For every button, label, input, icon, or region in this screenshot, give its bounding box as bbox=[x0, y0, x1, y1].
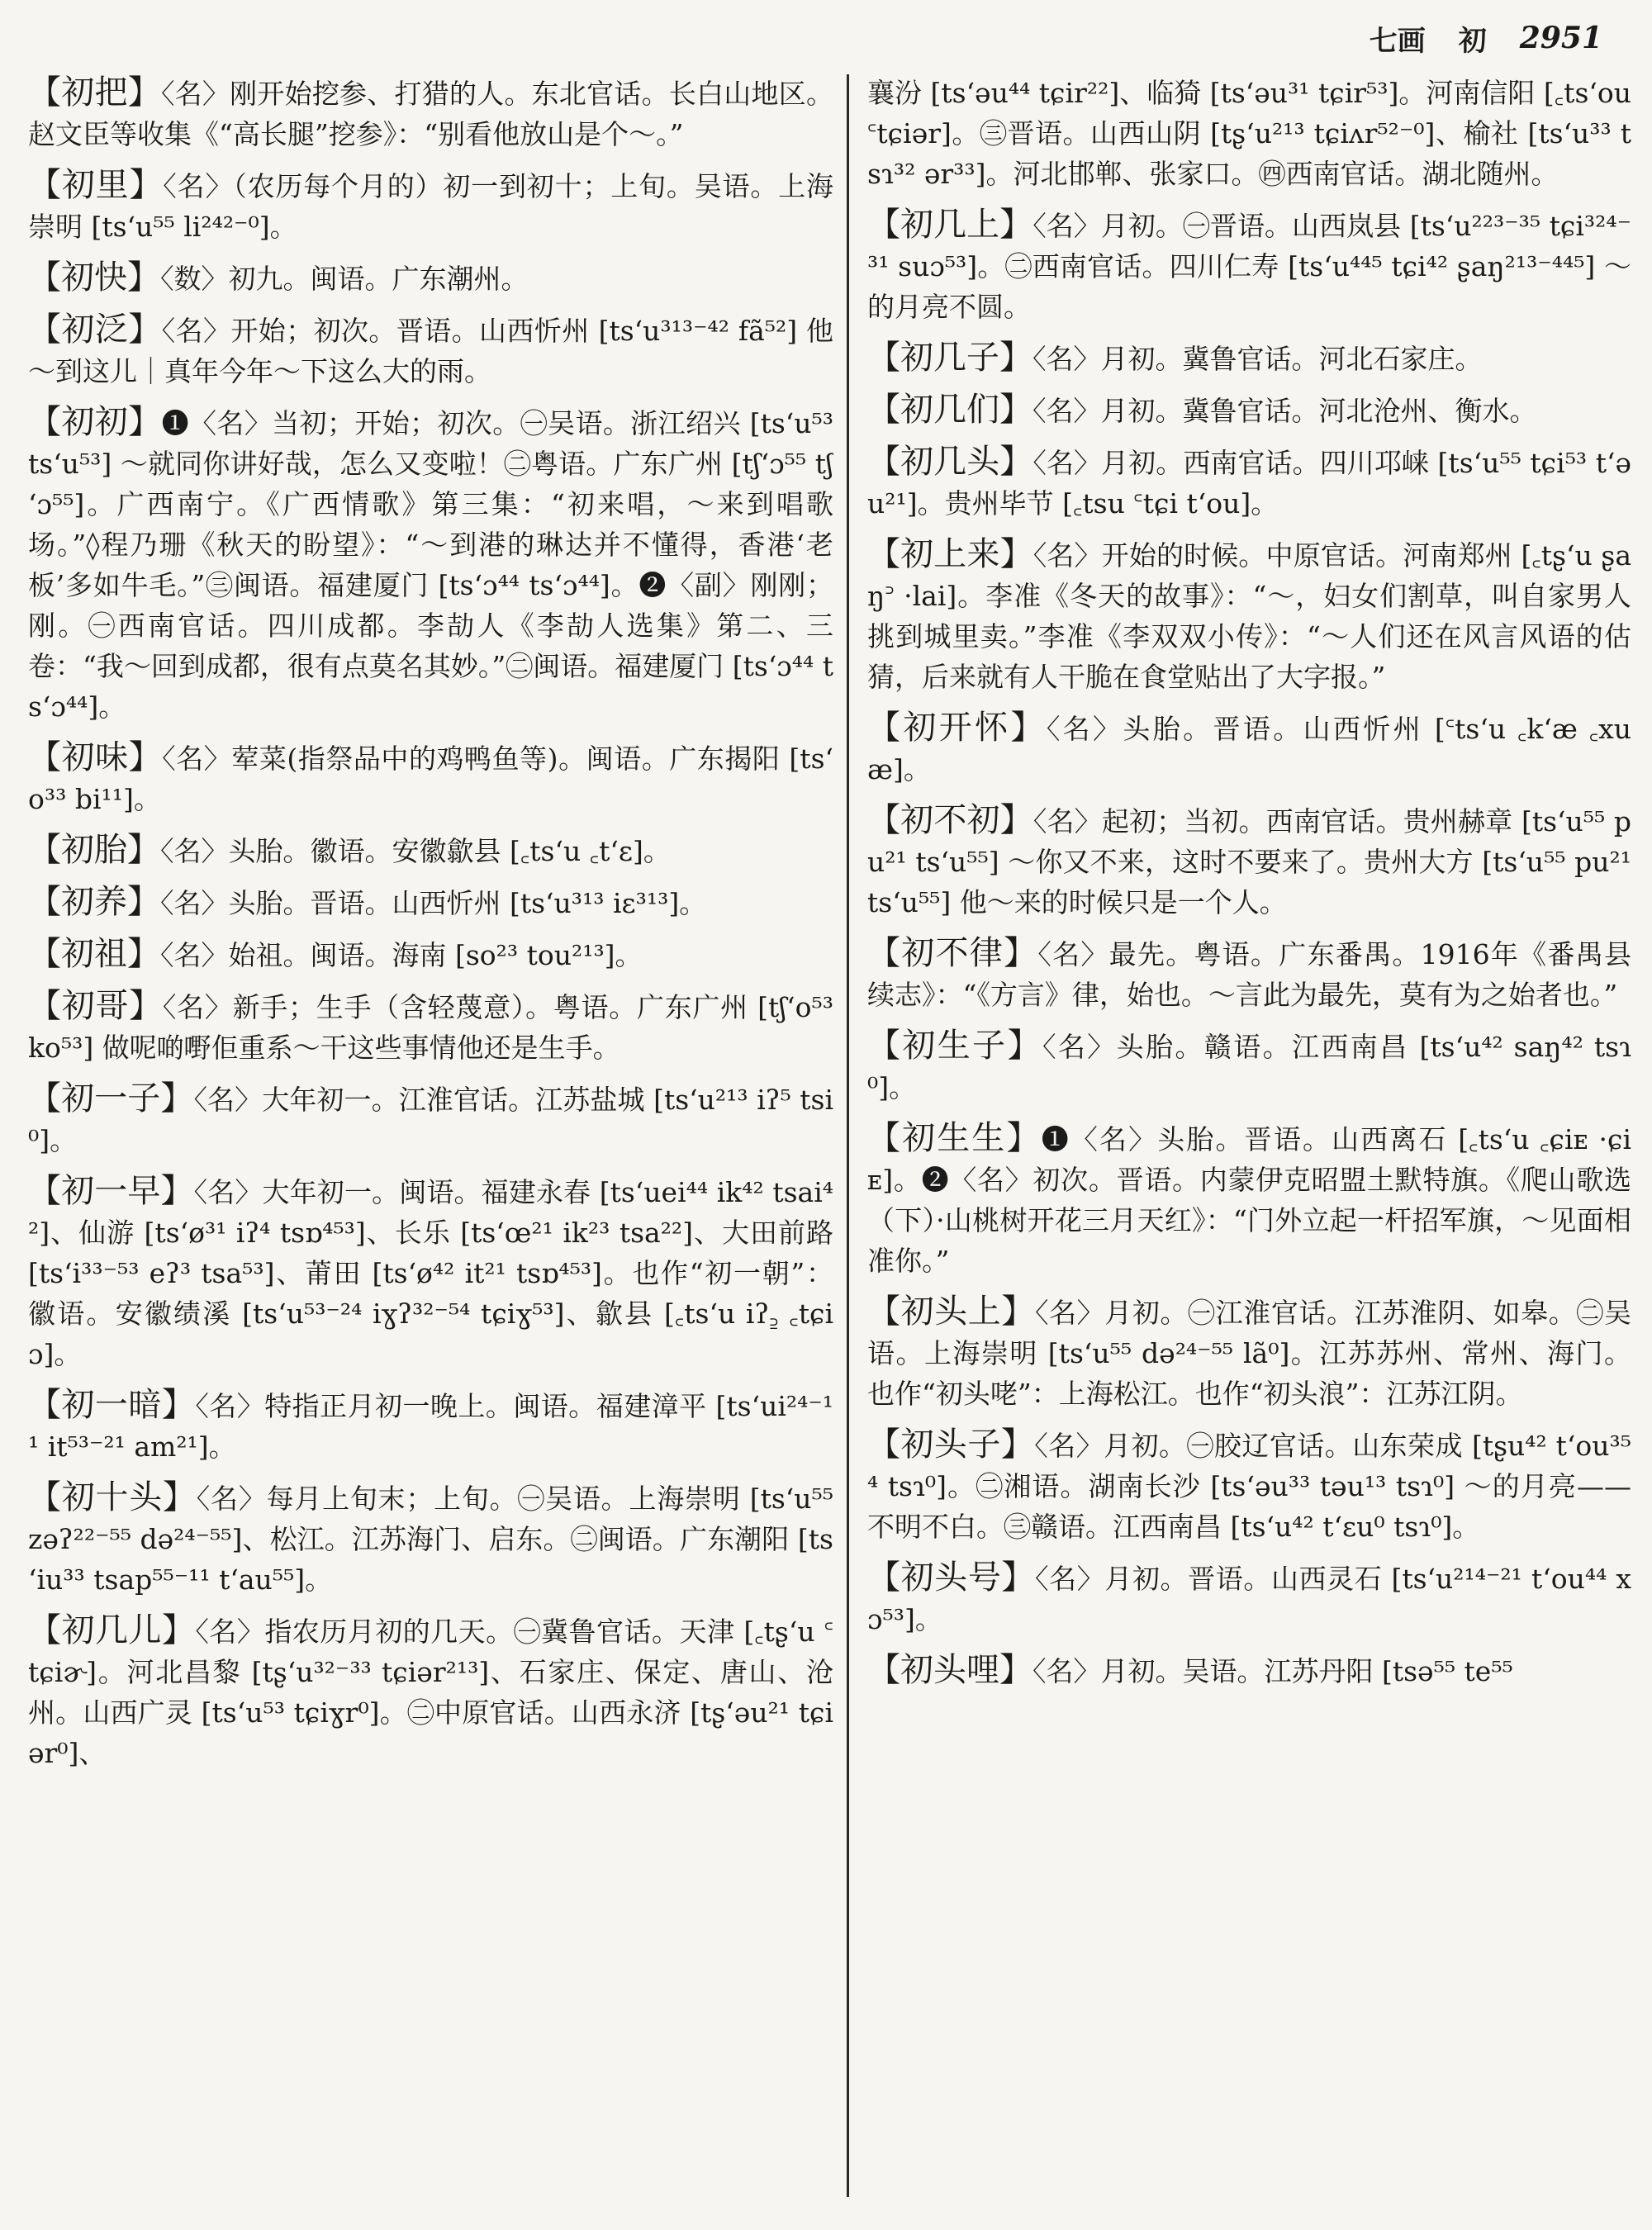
entry-headword: 【初头上】 bbox=[867, 1293, 1035, 1331]
entry-definition: 〈名〉荤菜(指祭品中的鸡鸭鱼等)。闽语。广东揭阳 [tsʻo³³ bi¹¹]。 bbox=[28, 743, 833, 815]
dictionary-entry bbox=[28, 310, 833, 391]
entry-definition: 〈名〉始祖。闽语。海南 [so²³ tou²¹³]。 bbox=[160, 939, 643, 971]
entry-headword: 【初头哩】 bbox=[867, 1651, 1032, 1689]
dictionary-entry bbox=[867, 1558, 1631, 1639]
entry-definition: 〈名〉（农历每个月的）初一到初十；上旬。吴语。上海崇明 [tsʻu⁵⁵ li²⁴²⁻⁰]。 bbox=[28, 170, 833, 243]
left-column bbox=[28, 73, 833, 2204]
entry-definition: 〈名〉指农历月初的几天。㊀冀鲁官话。天津 [꜀tʂʻu ꜂tɕiɚ]。河北昌黎 [tʂʻu³²⁻³³ tɕiər²¹³]、石家庄、保定、唐山、沧州。山西广灵 [tsʻu⁵³ tɕiɣr⁰]。㊁中原官话。山西永济 [tʂʻəu²¹ tɕiər⁰]、 bbox=[28, 1616, 833, 1769]
dictionary-entry bbox=[867, 800, 1631, 923]
dictionary-entry bbox=[28, 1611, 833, 1773]
dictionary-entry bbox=[28, 1171, 833, 1374]
dictionary-entry bbox=[28, 986, 833, 1068]
dictionary-entry bbox=[28, 402, 833, 727]
entry-definition: 〈名〉头胎。晋语。山西忻州 [꜂tsʻu ꜀kʻæ ꜀xuæ]。 bbox=[867, 713, 1631, 785]
dictionary-entry bbox=[28, 1385, 833, 1467]
entry-headword: 【初几子】 bbox=[867, 339, 1032, 377]
dictionary-entry bbox=[28, 1079, 833, 1160]
dictionary-entry bbox=[28, 934, 833, 975]
entry-headword: 【初里】 bbox=[28, 166, 164, 204]
entry-headword: 【初一子】 bbox=[28, 1079, 194, 1117]
dictionary-entry bbox=[867, 534, 1631, 697]
entry-definition: 〈名〉特指正月初一晚上。闽语。福建漳平 [tsʻui²⁴⁻¹¹ it⁵³⁻²¹ am²¹]。 bbox=[28, 1390, 833, 1463]
entry-definition: 〈名〉头胎。赣语。江西南昌 [tsʻu⁴² saŋ⁴² tsɿ⁰]。 bbox=[867, 1031, 1631, 1103]
right-column bbox=[867, 73, 1631, 2204]
dictionary-entry bbox=[28, 165, 833, 247]
dictionary-entry bbox=[28, 258, 833, 299]
entry-headword: 【初初】 bbox=[28, 403, 162, 441]
column-divider bbox=[847, 74, 849, 2197]
entry-headword: 【初一暗】 bbox=[28, 1386, 196, 1424]
entry-headword: 【初几上】 bbox=[867, 206, 1033, 244]
entry-definition: 〈名〉最先。粤语。广东番禺。1916年《番禺县续志》：“《方言》律，始也。～言此为最先，莫有为之始者也。” bbox=[867, 938, 1631, 1011]
entry-headword: 【初开怀】 bbox=[867, 709, 1047, 747]
entry-headword: 【初生子】 bbox=[867, 1027, 1042, 1065]
entry-definition: 〈名〉新手；生手（含轻蔑意）。粤语。广东广州 [tʃʻo⁵³ ko⁵³] 做呢啲嘢佢重系～干这些事情他还是生手。 bbox=[28, 991, 833, 1064]
entry-definition: 〈名〉月初。吴语。江苏丹阳 [tsə⁵⁵ te⁵⁵ bbox=[1032, 1655, 1513, 1687]
entry-headword: 【初快】 bbox=[28, 259, 160, 297]
entry-headword: 【初不初】 bbox=[867, 801, 1033, 839]
dictionary-entry bbox=[867, 1425, 1631, 1547]
entry-definition: 〈名〉起初；当初。西南官话。贵州赫章 [tsʻu⁵⁵ pu²¹ tsʻu⁵⁵] ～你又不来，这时不要来了。贵州大方 [tsʻu⁵⁵ pu²¹ tsʻu⁵⁵] 他～来的时候只是一个人。 bbox=[867, 805, 1631, 918]
entry-definition: 〈名〉每月上旬末；上旬。㊀吴语。上海崇明 [tsʻu⁵⁵ zəʔ²²⁻⁵⁵ də²⁴⁻⁵⁵]、松江。江苏海门、启东。㊁闽语。广东潮阳 [tsʻiu³³ tsap⁵⁵⁻¹¹ tʻau⁵⁵]。 bbox=[28, 1483, 833, 1596]
entry-definition: 〈数〉初九。闽语。广东潮州。 bbox=[160, 263, 529, 295]
dictionary-entry bbox=[867, 708, 1631, 790]
entry-headword: 【初生生】 bbox=[867, 1119, 1042, 1157]
entry-definition: 〈名〉大年初一。江淮官话。江苏盐城 [tsʻu²¹³ iʔ⁵ tsi⁰]。 bbox=[28, 1084, 833, 1156]
page-header bbox=[50, 15, 1602, 61]
page-number: 2951 bbox=[1519, 21, 1602, 55]
entry-headword: 【初祖】 bbox=[28, 935, 160, 973]
entry-definition: 〈名〉月初。㊀胶辽官话。山东荣成 [tʂu⁴² tʻou³⁵⁴ tsɿ⁰]。㊁湘语。湖南长沙 [tsʻəu³³ təu¹³ tsɿ⁰] ～的月亮——不明不白。㊂赣语。江西南昌 [tsʻu⁴² tʻɛu⁰ tsɿ⁰]。 bbox=[867, 1430, 1631, 1543]
header-char: 初 bbox=[1458, 24, 1487, 58]
header-section: 七画 bbox=[1369, 24, 1426, 58]
dictionary-entry bbox=[867, 1118, 1631, 1281]
entry-definition: 〈名〉大年初一。闽语。福建永春 [tsʻuei⁴⁴ ik⁴² tsai⁴²]、仙游 [tsʻø³¹ iʔ⁴ tsɒ⁴⁵³]、长乐 [tsʻœ²¹ ik²³ tsa²²]、大田前路 [tsʻi³³⁻⁵³ eʔ³ tsa⁵³]、莆田 [tsʻø⁴² it²¹ tsɒ⁴⁵³]。也作“初一朝”：徽语。安徽绩溪 [tsʻu⁵³⁻²⁴ iɣʔ³²⁻⁵⁴ tɕiɣ⁵³]、歙县 [꜀tsʻu iʔ꜇ ꜀tɕiɔ]。 bbox=[28, 1176, 833, 1370]
entry-definition: 〈名〉刚开始挖参、打猎的人。东北官话。长白山地区。赵文臣等收集《“高长腿”挖参》：“别看他放山是个～。” bbox=[28, 78, 833, 150]
dictionary-entry bbox=[867, 390, 1631, 431]
entry-headword: 【初胎】 bbox=[28, 831, 160, 869]
dictionary-entry bbox=[28, 738, 833, 819]
entry-definition: 〈名〉头胎。徽语。安徽歙县 [꜀tsʻu ꜀tʻɛ]。 bbox=[160, 835, 671, 867]
entry-headword: 【初味】 bbox=[28, 738, 163, 776]
entry-headword: 【初头号】 bbox=[867, 1559, 1036, 1597]
entry-headword: 【初上来】 bbox=[867, 535, 1033, 573]
entry-definition: 〈名〉月初。㊀晋语。山西岚县 [tsʻu²²³⁻³⁵ tɕi³²⁴⁻³¹ suɔ⁵³]。㊁西南官话。四川仁寿 [tsʻu⁴⁴⁵ tɕi⁴² ʂaŋ²¹³⁻⁴⁴⁵] ～的月亮不圆。 bbox=[867, 210, 1631, 323]
dictionary-entry bbox=[867, 1292, 1631, 1414]
dictionary-entry bbox=[867, 1026, 1631, 1108]
entry-definition: 〈名〉月初。西南官话。四川邛崃 [tsʻu⁵⁵ tɕi⁵³ tʻəu²¹]。贵州毕节 [꜀tsu ꜂tɕi tʻou]。 bbox=[867, 447, 1631, 520]
dictionary-entry bbox=[867, 73, 1631, 194]
entry-headword: 【初把】 bbox=[28, 74, 161, 112]
entry-headword: 【初养】 bbox=[28, 883, 160, 921]
dictionary-entry bbox=[867, 338, 1631, 379]
entry-definition: 〈名〉月初。冀鲁官话。河北沧州、衡水。 bbox=[1032, 395, 1537, 427]
entry-headword: 【初哥】 bbox=[28, 987, 163, 1025]
dictionary-entry bbox=[28, 1478, 833, 1600]
dictionary-entry bbox=[867, 933, 1631, 1015]
entry-definition: ❶〈名〉头胎。晋语。山西离石 [꜀tsʻu ꜀ɕiᴇ ·ɕiᴇ]。❷〈名〉初次。晋语。内蒙伊克昭盟土默特旗。《爬山歌选（下）·山桃树开花三月天红》：“门外立起一杆招军旗，～见面相准你。” bbox=[867, 1123, 1631, 1277]
dictionary-entry bbox=[867, 442, 1631, 524]
entry-headword: 【初十头】 bbox=[28, 1478, 197, 1516]
entry-headword: 【初几们】 bbox=[867, 391, 1032, 429]
entry-definition: 〈名〉开始的时候。中原官话。河南郑州 [꜀tʂʻu ʂaŋ꜄ ·lai]。李准《冬天的故事》：“～，妇女们割草，叫自家男人挑到城里卖。”李准《李双双小传》：“～人们还在风言风语的估猜，后来就有人干脆在食堂贴出了大字报。” bbox=[867, 539, 1631, 693]
entry-headword: 【初泛】 bbox=[28, 311, 162, 349]
entry-definition: ❶〈名〉当初；开始；初次。㊀吴语。浙江绍兴 [tsʻu⁵³ tsʻu⁵³] ～就同你讲好哉，怎么又变啦！㊁粤语。广东广州 [tʃʻɔ⁵⁵ tʃʻɔ⁵⁵]。广西南宁。《广西情歌》第三集：“初来唱，～来到唱歌场。”◊程乃珊《秋天的盼望》：“～到港的琳达并不懂得，香港‘老板’多如牛毛。”㊂闽语。福建厦门 [tsʻɔ⁴⁴ tsʻɔ⁴⁴]。❷〈副〉刚刚；刚。㊀西南官话。四川成都。李劼人《李劼人选集》第二、三卷：“我～回到成都，很有点莫名其妙。”㊁闽语。福建厦门 [tsʻɔ⁴⁴ tsʻɔ⁴⁴]。 bbox=[28, 407, 833, 723]
entry-definition: 〈名〉月初。㊀江淮官话。江苏淮阴、如皋。㊁吴语。上海崇明 [tsʻu⁵⁵ də²⁴⁻⁵⁵ lã⁰]。江苏苏州、常州、海门。也作“初头咾”：上海松江。也作“初头浪”：江苏江阴。 bbox=[867, 1297, 1631, 1410]
dictionary-entry bbox=[867, 205, 1631, 327]
entry-definition: 〈名〉开始；初次。晋语。山西忻州 [tsʻu³¹³⁻⁴² fã⁵²] 他～到这儿｜真年今年～下这么大的雨。 bbox=[28, 315, 833, 387]
entry-definition: 〈名〉头胎。晋语。山西忻州 [tsʻu³¹³ iɛ³¹³]。 bbox=[160, 887, 707, 919]
entry-definition: 襄汾 [tsʻəu⁴⁴ tɕir²²]、临猗 [tsʻəu³¹ tɕir⁵³]。河南信阳 [꜀tsʻou ꜂tɕiər]。㊂晋语。山西山阴 [tʂʻu²¹³ tɕiʌr⁵²⁻⁰]、榆社 [tsʻu³³ tsɿ³² ər³³]。河北邯郸、张家口。㊃西南官话。湖北随州。 bbox=[867, 77, 1631, 190]
dictionary-entry bbox=[28, 882, 833, 923]
dictionary-entry bbox=[867, 1650, 1631, 1691]
dictionary-entry bbox=[28, 73, 833, 154]
entry-headword: 【初几头】 bbox=[867, 443, 1033, 481]
entry-headword: 【初几儿】 bbox=[28, 1611, 196, 1649]
entry-headword: 【初不律】 bbox=[867, 934, 1038, 972]
entry-headword: 【初一早】 bbox=[28, 1172, 194, 1210]
entry-headword: 【初头子】 bbox=[867, 1426, 1035, 1464]
dictionary-entry bbox=[28, 830, 833, 871]
entry-definition: 〈名〉月初。晋语。山西灵石 [tsʻu²¹⁴⁻²¹ tʻou⁴⁴ xɔ⁵³]。 bbox=[867, 1563, 1631, 1635]
entry-definition: 〈名〉月初。冀鲁官话。河北石家庄。 bbox=[1032, 343, 1483, 375]
